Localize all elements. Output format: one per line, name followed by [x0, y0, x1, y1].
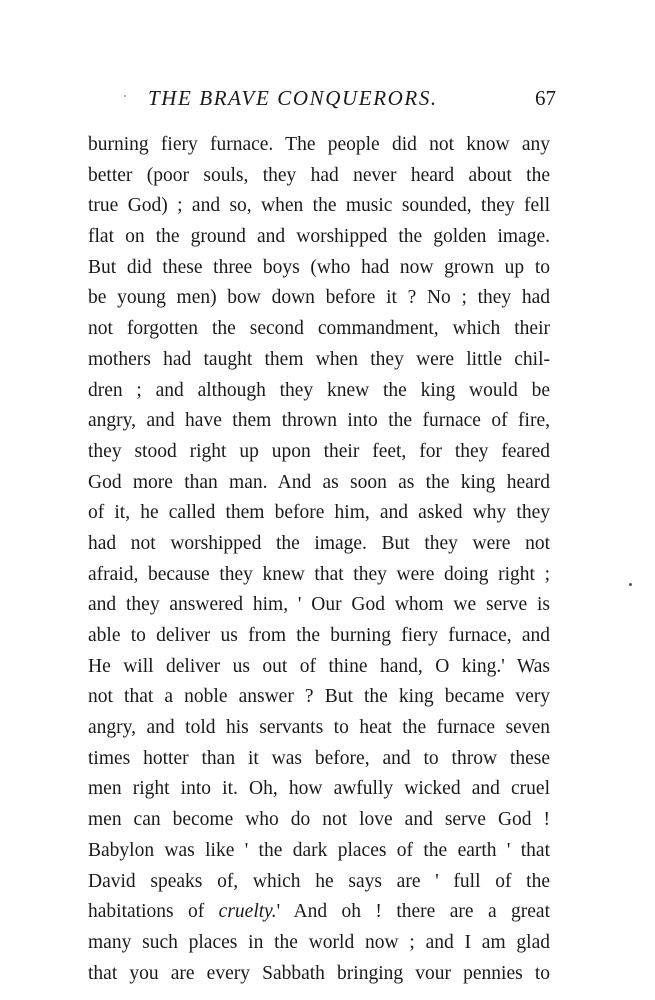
text-line: that you are every Sabbath bringing vour pennies to — [88, 962, 550, 984]
text-line: But did these three boys (who had now grown up to — [88, 256, 550, 278]
text-line: and they answered him, ' Our God whom we serve is — [88, 594, 550, 616]
text-line: of it, he called them before him, and asked why they — [88, 502, 550, 524]
emphasized-word: cruelty. — [218, 901, 277, 923]
text-line: not forgotten the second commandment, which their — [88, 318, 550, 340]
text-line: times hotter than it was before, and to throw these — [88, 747, 550, 769]
text-line: God more than man. And as soon as the king heard — [88, 471, 550, 493]
text-line-with-emphasis — [88, 897, 550, 928]
text-line: better (poor souls, they had never heard about the — [88, 164, 550, 186]
text-line: had not worshipped the image. But they were not — [88, 532, 550, 554]
text-line: not that a noble answer ? But the king became very — [88, 686, 550, 708]
text-line: flat on the ground and worshipped the golden image. — [88, 226, 550, 248]
text-line: dren ; and although they knew the king would be — [88, 379, 550, 401]
body-text — [88, 130, 550, 989]
text-line: able to deliver us from the burning fiery furnace, and — [88, 625, 550, 646]
text-line-segment: habitations of — [88, 901, 219, 923]
text-line: He will deliver us out of thine hand, O king.' Was — [88, 655, 550, 677]
text-line-segment: ' And oh ! there are a great — [276, 901, 550, 923]
text-line: mothers had taught them when they were little chil- — [88, 348, 550, 370]
text-line: angry, and told his servants to heat the furnace seven — [88, 717, 550, 739]
text-line: angry, and have them thrown into the furnace of fire, — [88, 410, 550, 432]
paper-speck — [629, 583, 632, 586]
text-line: be young men) bow down before it ? No ; they had — [88, 287, 550, 309]
text-line: David speaks of, which he says are ' full of the — [88, 870, 550, 892]
text-line: men can become who do not love and serve God ! — [88, 809, 550, 831]
running-head — [88, 86, 556, 116]
text-line: many such places in the world now ; and I am glad — [88, 931, 550, 953]
text-line: they stood right up upon their feet, for they feared — [88, 440, 550, 462]
paper-speck — [124, 95, 126, 97]
page-number: 67 — [535, 86, 556, 110]
text-line: burning fiery furnace. The people did not know any — [88, 134, 550, 155]
text-line: true God) ; and so, when the music sounded, they fell — [88, 195, 550, 217]
running-title: THE BRAVE CONQUERORS. — [148, 86, 438, 110]
text-line: Babylon was like ' the dark places of the earth ' that — [88, 839, 550, 861]
text-line: men right into it. Oh, how awfully wicked and cruel — [88, 778, 550, 800]
text-line: afraid, because they knew that they were doing right ; — [88, 563, 550, 585]
